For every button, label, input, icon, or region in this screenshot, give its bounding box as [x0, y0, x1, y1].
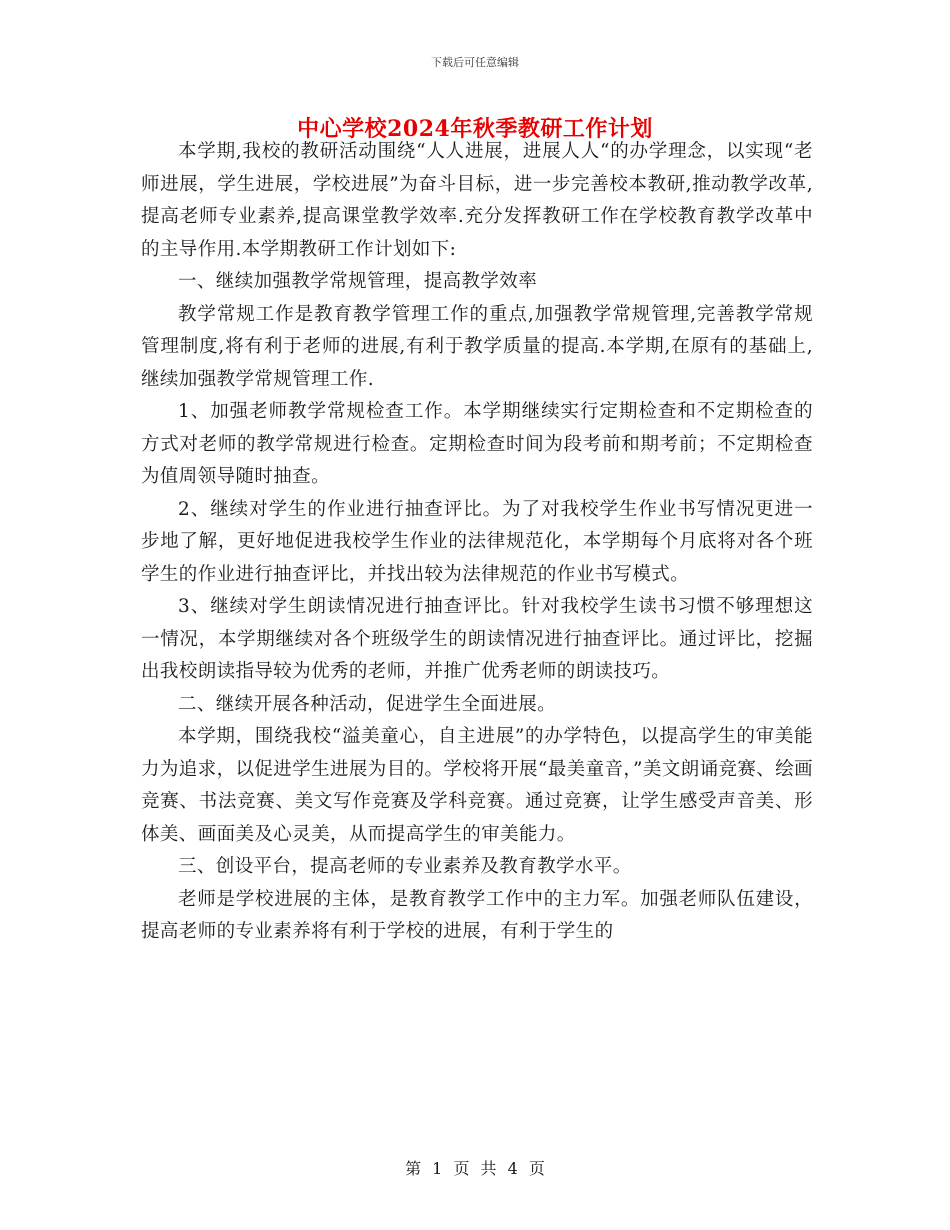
- paragraph-item-1: 1、加强老师教学常规检查工作。本学期继续实行定期检查和不定期检查的方式对老师的教学常规进行检查。定期检查时间为段考前和期考前；不定期检查为值周领导随时抽查。: [141, 401, 813, 487]
- paragraph: 老师是学校进展的主体，是教育教学工作中的主力军。加强老师队伍建设，提高老师的专业素养将有利于学校的进展，有利于学生的: [141, 888, 813, 942]
- paragraph-item-3: 3、继续对学生朗读情况进行抽查评比。针对我校学生读书习惯不够理想这一情况，本学期继续对各个班级学生的朗读情况进行抽查评比。通过评比，挖掘出我校朗读指导较为优秀的老师，并推广优秀老师的朗读技巧。: [141, 596, 813, 682]
- document-body: [141, 136, 813, 949]
- document-title: 中心学校2024年秋季教研工作计划: [297, 116, 653, 142]
- page-header: 下载后可任意编辑: [431, 56, 519, 69]
- section-heading-3: 三、创设平台，提高老师的专业素养及教育教学水平。: [178, 856, 632, 877]
- paragraph-intro: 本学期,我校的教研活动围绕“人人进展，进展人人“的办学理念，以实现“老师进展，学生进展，学校进展”为奋斗目标，进一步完善校本教研,推动教学改革,提高老师专业素养,提高课堂教学效率.充分发挥教研工作在学校教育教学改革中的主导作用.本学期教研工作计划如下:: [141, 141, 813, 260]
- paragraph-item-2: 2、继续对学生的作业进行抽查评比。为了对我校学生作业书写情况更进一步地了解，更好地促进我校学生作业的法律规范化，本学期每个月底将对各个班学生的作业进行抽查评比，并找出较为法律规范的作业书写模式。: [141, 498, 813, 585]
- paragraph: 教学常规工作是教育教学管理工作的重点,加强教学常规管理,完善教学常规管理制度,将有利于老师的进展,有利于教学质量的提高.本学期,在原有的基础上,继续加强教学常规管理工作.: [141, 303, 813, 390]
- paragraph: 本学期，围绕我校“溢美童心，自主进展”的办学特色，以提高学生的审美能力为追求，以促进学生进展为目的。学校将开展“最美童音，”美文朗诵竞赛、绘画竞赛、书法竞赛、美文写作竞赛及学科竞赛。通过竞赛，让学生感受声音美、形体美、画面美及心灵美，从而提高学生的审美能力。: [141, 726, 813, 845]
- section-heading-1: 一、继续加强教学常规管理，提高教学效率: [178, 271, 538, 292]
- section-heading-2: 二、继续开展各种活动，促进学生全面进展。: [178, 693, 557, 715]
- page-number-footer: 第 1 页 共 4 页: [405, 1159, 545, 1178]
